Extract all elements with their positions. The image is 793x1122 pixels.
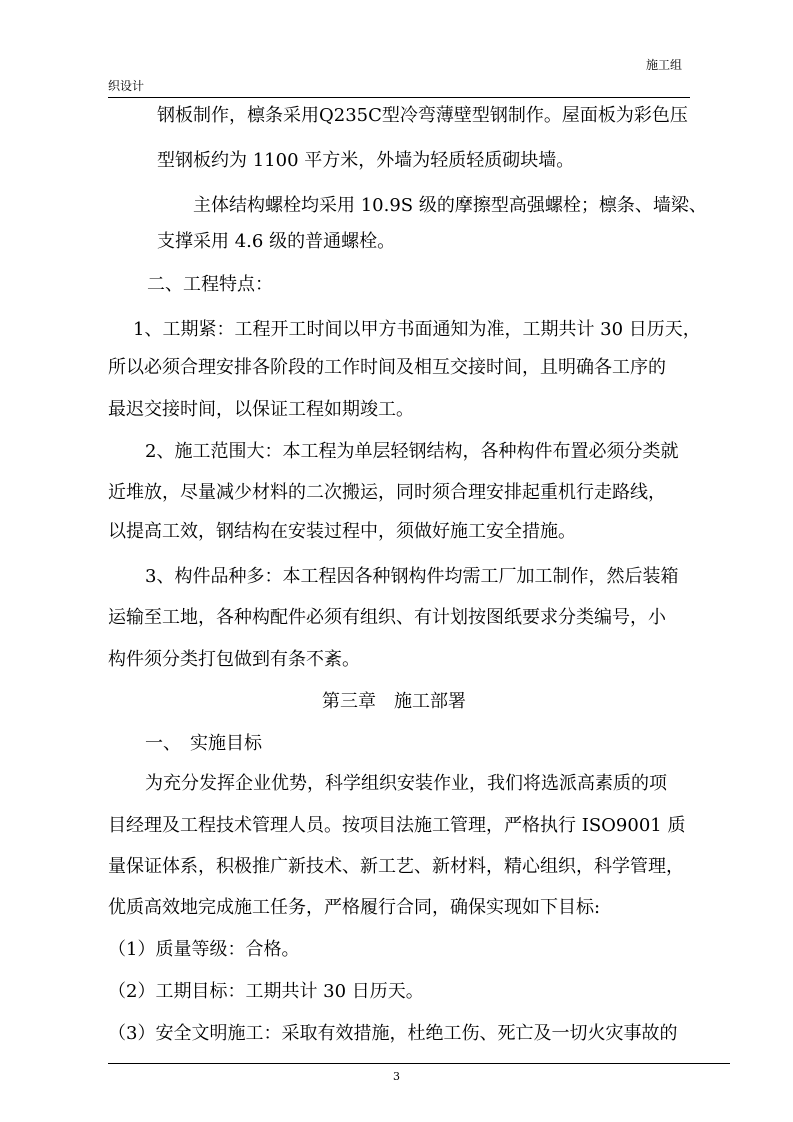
body-line: 型钢板约为 1100 平方米，外墙为轻质轻质砌块墙。: [157, 150, 575, 171]
page-number: 3: [393, 1070, 400, 1083]
section-heading: 一、 实施目标: [145, 733, 262, 754]
body-line: 1、工期紧：工程开工时间以甲方书面通知为准，工期共计 30 日历天，: [133, 319, 701, 340]
body-line: 钢板制作，檩条采用Q235C型冷弯薄壁型钢制作。屋面板为彩色压: [157, 105, 688, 126]
body-line: 2、施工范围大：本工程为单层轻钢结构，各种构件布置必须分类就: [145, 441, 679, 462]
chapter-title: 第三章 施工部署: [322, 691, 466, 712]
section-heading: 二、工程特点：: [147, 274, 273, 295]
body-line: 主体结构螺栓均采用 10.9S 级的摩擦型高强螺栓；檩条、墙梁、: [193, 195, 707, 216]
list-item: （3）安全文明施工：采取有效措施，杜绝工伤、死亡及一切火灾事故的: [108, 1023, 678, 1044]
body-line: 优质高效地完成施工任务，严格履行合同，确保实现如下目标:: [108, 897, 601, 918]
header-rule: [108, 97, 690, 98]
header-right-text: 施工组: [646, 58, 683, 72]
list-item: （1）质量等级：合格。: [108, 939, 300, 960]
body-line: 运输至工地，各种构配件必须有组织、有计划按图纸要求分类编号，小: [108, 607, 666, 628]
body-line: 目经理及工程技术管理人员。按项目法施工管理，严格执行 ISO9001 质: [108, 815, 686, 836]
body-line: 最迟交接时间，以保证工程如期竣工。: [108, 399, 414, 420]
body-line: 所以必须合理安排各阶段的工作时间及相互交接时间，且明确各工序的: [108, 357, 666, 378]
body-line: 量保证体系，积极推广新技术、新工艺、新材料，精心组织，科学管理，: [108, 856, 684, 877]
list-item: （2）工期目标：工期共计 30 日历天。: [108, 981, 424, 1002]
header-left-text: 织设计: [108, 79, 145, 93]
body-line: 支撑采用 4.6 级的普通螺栓。: [157, 231, 396, 252]
footer-rule: [108, 1063, 730, 1064]
body-line: 3、构件品种多：本工程因各种钢构件均需工厂加工制作，然后装箱: [145, 566, 679, 587]
body-line: 近堆放，尽量减少材料的二次搬运，同时须合理安排起重机行走路线，: [108, 482, 666, 503]
body-line: 为充分发挥企业优势，科学组织安装作业，我们将选派高素质的项: [145, 773, 667, 794]
body-line: 构件须分类打包做到有条不紊。: [108, 649, 360, 670]
body-line: 以提高工效，钢结构在安装过程中，须做好施工安全措施。: [108, 521, 576, 542]
